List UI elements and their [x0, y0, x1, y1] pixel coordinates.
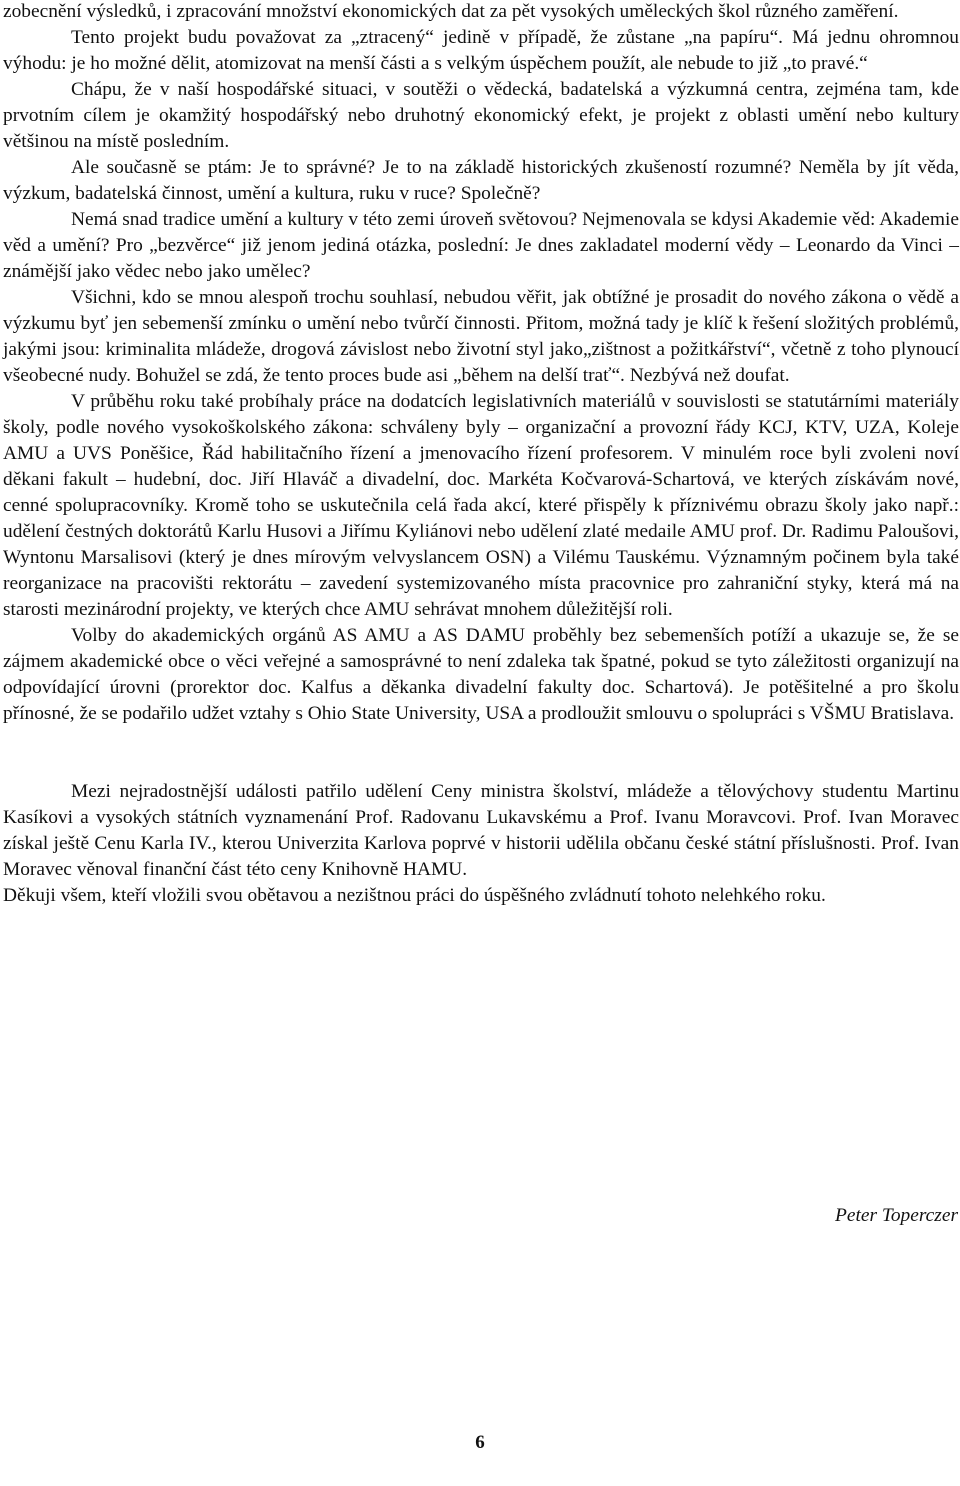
paragraph-8: Volby do akademických orgánů AS AMU a AS DAMU proběhly bez sebemenších potíží a ukazuje se, že se zájmem akademické obce o věci veřejné a samosprávné to není zdaleka tak špatné, pokud se tyto záležitosti organizují na odpovídající úrovni (prorektor doc. Kalfus a děkanka divadelní fakulty doc. Schartová). Je potěšitelné a pro školu přínosné, že se podařilo udžet vztahy s Ohio State University, USA a prodloužit smlouvu o spolupráci s VŠMU Bratislava. [3, 625, 959, 724]
paragraph-9: Mezi nejradostnější události patřilo udělení Ceny ministra školství, mládeže a tělovýchovy studentu Martinu Kasíkovi a vysokých státních vyznamenání Prof. Radovanu Lukavskému a Prof. Ivanu Moravcovi. Prof. Ivan Moravec získal ještě Cenu Karla IV., kterou Univerzita Karlova poprvé v historii udělila občanu české státní příslušnosti. Prof. Ivan Moravec věnoval finanční část této ceny Knihovně HAMU. [3, 781, 959, 880]
author-signature: Peter Toperczer [835, 1205, 958, 1226]
paragraph-4: Ale současně se ptám: Je to správné? Je to na základě historických zkušeností rozumné? Neměla by jít věda, výzkum, badatelská činnost, umění a kultura, ruku v ruce? Společně? [3, 157, 959, 204]
paragraph-2: Tento projekt budu považovat za „ztracený“ jedině v případě, že zůstane „na papíru“. Má jednu ohromnou výhodu: je ho možné dělit, atomizovat na menší části a s velkým úspěchem použít, ale nebude to již „to pravé.“ [3, 27, 959, 74]
paragraph-1: zobecnění výsledků, i zpracování množství ekonomických dat za pět vysokých uměleckých škol různého zaměření. [3, 1, 899, 22]
paragraph-spacer [3, 727, 959, 779]
paragraph-6: Všichni, kdo se mnou alespoň trochu souhlasí, nebudou věřit, jak obtížné je prosadit do nového zákona o vědě a výzkumu byť jen sebemenší zmínku o umění nebo tvůrčí činnosti. Přitom, možná tady je klíč k řešení složitých problémů, jakými jsou: kriminalita mládeže, drogová závislost nebo životní styl jako„zištnost a požitkářství“, včetně z toho plynoucí všeobecné nudy. Bohužel se zdá, že tento proces bude asi „během na delší trať“. Nezbývá než doufat. [3, 287, 959, 386]
page-number: 6 [475, 1432, 485, 1453]
paragraph-3: Chápu, že v naší hospodářské situaci, v soutěži o vědecká, badatelská a výzkumná centra, zejména tam, kde prvotním cílem je okamžitý hospodářský nebo druhotný ekonomický efekt, je projekt z oblasti umění nebo kultury většinou na místě posledním. [3, 79, 959, 152]
paragraph-5: Nemá snad tradice umění a kultury v této zemi úroveň světovou? Nejmenovala se kdysi Akademie věd: Akademie věd a umění? Pro „bezvěrce“ již jenom jediná otázka, poslední: Je dnes zakladatel moderní vědy – Leonardo da Vinci – známější jako vědec nebo jako umělec? [3, 209, 959, 282]
document-body [3, 0, 959, 909]
paragraph-7: V průběhu roku také probíhaly práce na dodatcích legislativních materiálů v souvislosti se statutárními materiály školy, podle nového vysokoškolského zákona: schváleny byly – organizační a provozní řády KCJ, KTV, UZA, Koleje AMU a UVS Poněšice, Řád habilitačního řízení a jmenovacího řízení profesorem. V minulém roce byli zvoleni noví děkani fakult – hudební, doc. Jiří Hlaváč a divadelní, doc. Markéta Kočvarová-Schartová, ve kterých získávám nové, cenné spolupracovníky. Kromě toho se uskutečnila celá řada akcí, které přispěly k příznivému obrazu školy jako např.: udělení čestných doktorátů Karlu Husovi a Jiřímu Kyliánovi nebo udělení zlaté medaile AMU prof. Dr. Radimu Paloušovi, Wyntonu Marsalisovi (který je dnes mírovým velvyslancem OSN) a Vilému Tauskému. Významným počinem byla také reorganizace na pracovišti rektorátu – zavedení systemizovaného místa pracovnice pro zahraniční styky, která má na starosti mezinárodní projekty, ve kterých chce AMU sehrávat mnohem důležitější roli. [3, 391, 959, 620]
paragraph-10: Děkuji všem, kteří vložili svou obětavou a nezištnou práci do úspěšného zvládnutí tohoto nelehkého roku. [3, 885, 826, 906]
